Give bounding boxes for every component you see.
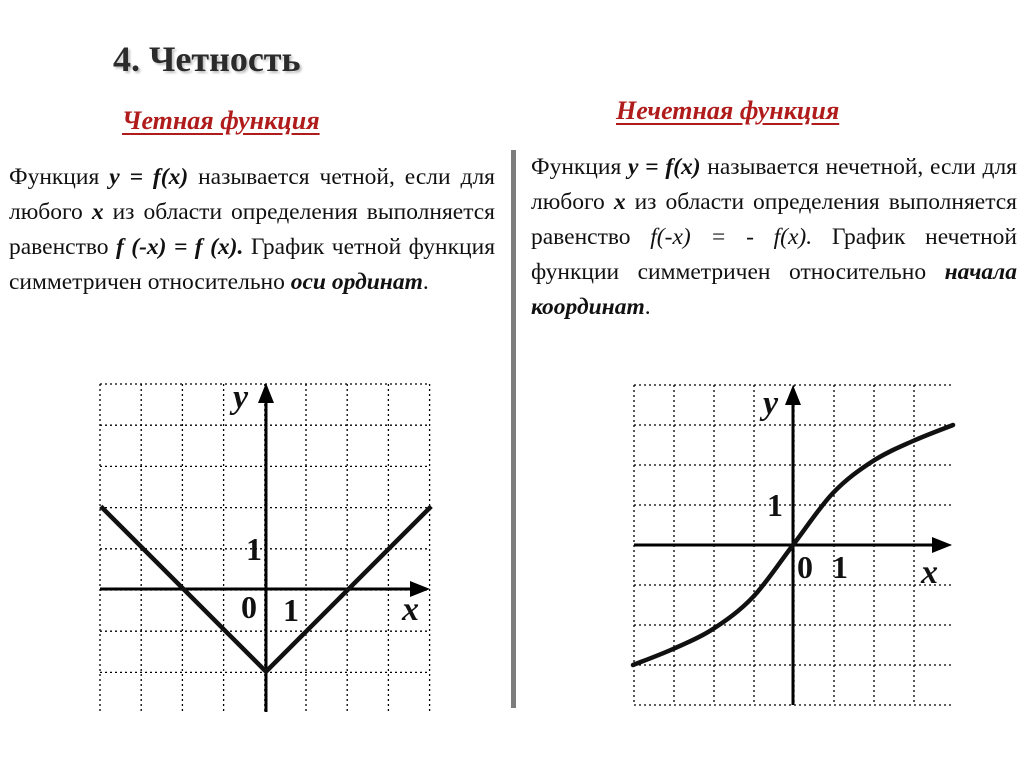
odd-x-axis-label: x	[921, 554, 938, 591]
even-origin-label: 0	[241, 589, 257, 625]
odd-origin-label: 0	[797, 549, 813, 585]
even-function-definition: Функция у = f(x) называется четной, если для любого х из области определения выполняется равенство f (-x) = f (x). График четной функция симметричен относительно оси ординат.	[9, 164, 496, 295]
page-title: 4. Четность	[113, 39, 301, 79]
even-unit-x-label: 1	[283, 592, 299, 628]
odd-y-axis-label: y	[763, 385, 779, 422]
even-function-heading: Четная функция	[122, 106, 320, 135]
odd-x-arrow	[932, 537, 952, 553]
even-y-axis-label: y	[233, 379, 249, 416]
odd-unit-y-label: 1	[767, 487, 783, 523]
even-unit-y-label: 1	[246, 531, 262, 567]
odd-unit-x-label: 1	[832, 549, 848, 585]
odd-function-definition: Функция у = f(x) называется нечетной, если для любого х из области определения выполняется равенство f(-x) = - f(x). График нечетной функции симметричен относительно начала координат.	[531, 154, 1017, 320]
even-x-axis-label: x	[402, 591, 419, 628]
odd-function-heading: Нечетная функция	[616, 96, 840, 125]
odd-y-arrow	[785, 385, 801, 405]
